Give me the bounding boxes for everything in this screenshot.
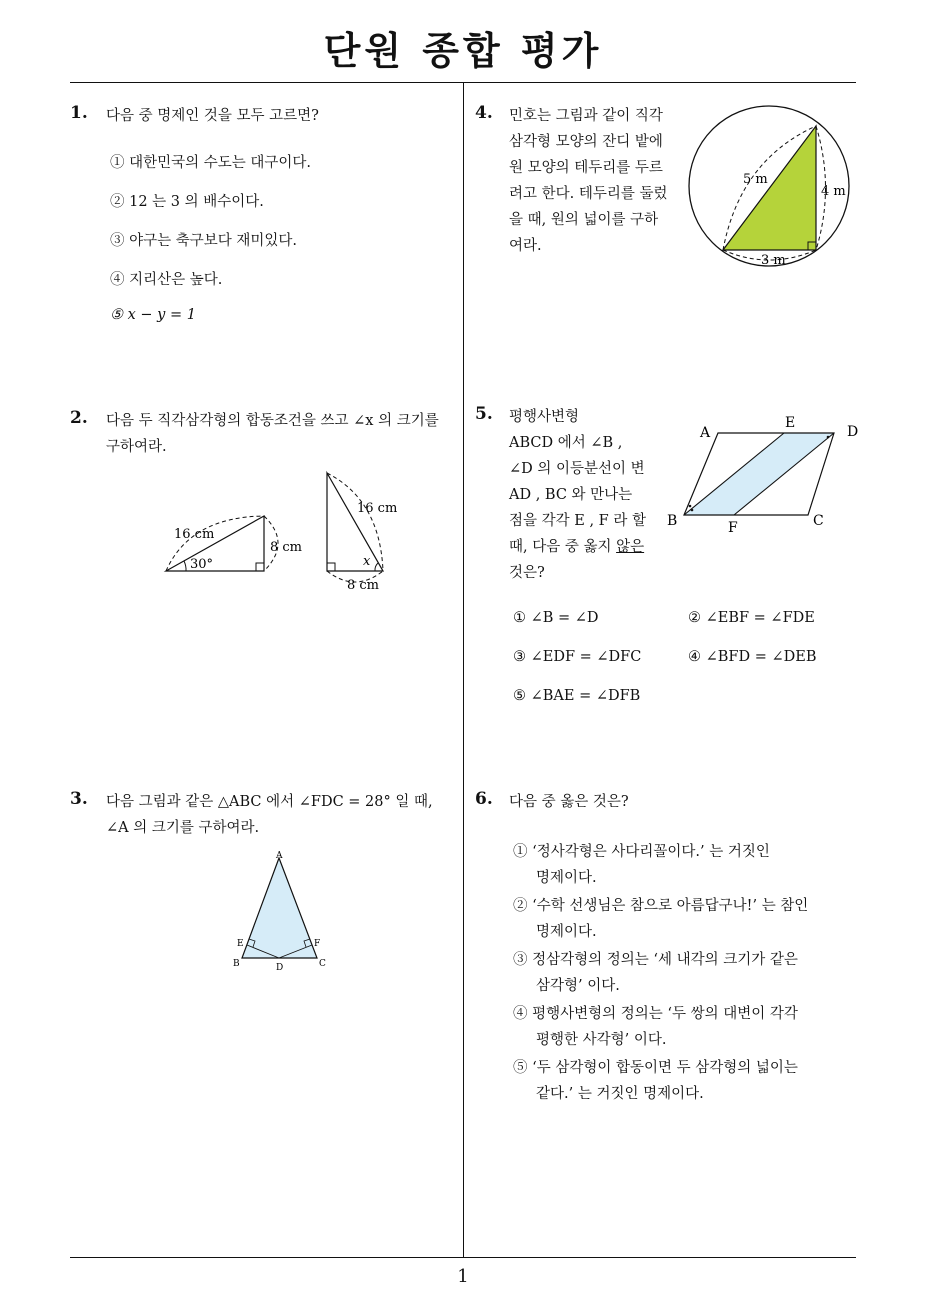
option-line: ③ 정삼각형의 정의는 ‘세 내각의 크기가 같은 xyxy=(513,952,798,968)
question-text: 다음 중 옳은 것은? xyxy=(509,794,629,810)
question-number: 5. xyxy=(475,404,493,424)
question-text-line-1: 다음 그림과 같은 △ABC 에서 ∠FDC = 28° 일 때, xyxy=(106,794,433,810)
isosceles-triangle-figure xyxy=(225,848,335,973)
angle-arc xyxy=(375,563,378,571)
label-f: F xyxy=(728,520,738,536)
label-a: A xyxy=(276,851,283,861)
option-4 xyxy=(513,1001,798,1053)
question-text xyxy=(509,404,678,586)
bottom-rule xyxy=(70,1257,856,1258)
label-d: D xyxy=(847,424,859,440)
text-line: 여라. xyxy=(509,238,542,254)
question-number: 6. xyxy=(475,789,493,809)
text-line xyxy=(509,534,675,560)
label-c: C xyxy=(319,959,326,969)
angle-mark-d xyxy=(827,436,830,439)
parallelogram-figure xyxy=(660,412,870,537)
question-1 xyxy=(70,103,455,323)
option-2: ② ∠EBF = ∠FDE xyxy=(688,610,815,626)
label-b: B xyxy=(233,959,240,969)
option-3: ③ ∠EDF = ∠DFC xyxy=(513,649,642,665)
fig1-angle-label: 30° xyxy=(190,557,214,572)
text-line: 원 모양의 테두리를 두르 xyxy=(509,160,663,176)
text-line: 점을 각각 E , F 라 할 xyxy=(509,513,646,529)
text-line: ∠D 의 이등분선이 변 xyxy=(509,461,645,477)
option-3 xyxy=(513,947,798,999)
question-text xyxy=(509,103,675,259)
option-4: ④ 지리산은 높다. xyxy=(110,272,223,288)
label-a: A xyxy=(700,425,711,441)
option-line: ② ‘수학 선생님은 참으로 아름답구나!’ 는 참인 xyxy=(513,898,809,914)
option-line: 삼각형’ 이다. xyxy=(536,978,620,994)
text-line: 을 때, 원의 넓이를 구하 xyxy=(509,212,659,228)
fig2-angle-label: x xyxy=(363,554,371,569)
option-line: 명제이다. xyxy=(536,870,597,886)
option-5 xyxy=(513,1055,798,1107)
question-number: 1. xyxy=(70,103,88,123)
label-e: E xyxy=(237,939,244,949)
option-line: ⑤ ‘두 삼각형이 합동이면 두 삼각형의 넓이는 xyxy=(513,1060,798,1076)
question-text: 다음 중 명제인 것을 모두 고르면? xyxy=(106,108,319,124)
option-3: ③ 야구는 축구보다 재미있다. xyxy=(110,233,298,249)
label-c: C xyxy=(813,513,824,529)
base-label: 3 m xyxy=(761,253,786,268)
option-2: ② 12 는 3 의 배수이다. xyxy=(110,194,264,210)
option-line: ④ 평행사변형의 정의는 ‘두 쌍의 대변이 각각 xyxy=(513,1006,798,1022)
question-number: 3. xyxy=(70,789,88,809)
option-5: ⑤ ∠BAE = ∠DFB xyxy=(513,688,641,704)
fig1-side-label: 8 cm xyxy=(270,540,303,555)
question-4 xyxy=(475,103,675,259)
underlined-word: 않은 xyxy=(616,539,645,555)
height-label: 4 m xyxy=(821,184,846,199)
page-title: 단원 종합 평가 xyxy=(323,29,603,73)
page-number: 1 xyxy=(457,1266,469,1287)
option-line: 평행한 사각형’ 이다. xyxy=(536,1032,667,1048)
triangle-2 xyxy=(327,473,383,571)
right-angle-mark xyxy=(256,563,264,571)
question-2 xyxy=(70,408,455,460)
label-b: B xyxy=(667,513,678,529)
congruent-triangles-figure xyxy=(150,465,420,600)
option-1: ① 대한민국의 수도는 대구이다. xyxy=(110,155,312,171)
text-line: 것은? xyxy=(509,565,545,581)
option-5: ⑤ x − y = 1 xyxy=(110,307,196,323)
question-6 xyxy=(475,789,855,1102)
text-span: 때, 다음 중 옳지 xyxy=(509,539,617,555)
fig2-hyp-label: 16 cm xyxy=(357,501,398,516)
question-3 xyxy=(70,789,455,841)
option-1: ① ∠B = ∠D xyxy=(513,610,599,626)
question-text: 다음 두 직각삼각형의 합동조건을 쓰고 ∠x 의 크기를 구하여라. xyxy=(106,413,439,455)
option-1 xyxy=(513,839,770,891)
question-5 xyxy=(475,404,817,704)
text-line: 려고 한다. 테두리를 둘렀 xyxy=(509,186,668,202)
column-divider xyxy=(463,83,464,1258)
triangle-1 xyxy=(166,516,264,571)
option-4: ④ ∠BFD = ∠DEB xyxy=(688,649,817,665)
circumscribed-circle-figure xyxy=(685,98,860,273)
angle-arc xyxy=(184,561,186,571)
option-line: 명제이다. xyxy=(536,924,597,940)
text-line: ABCD 에서 ∠B , xyxy=(509,435,623,451)
question-number: 4. xyxy=(475,103,493,123)
text-line: 삼각형 모양의 잔디 밭에 xyxy=(509,134,663,150)
label-d: D xyxy=(276,963,284,973)
fig2-base-label: 8 cm xyxy=(347,578,380,593)
fig1-hyp-label: 16 cm xyxy=(174,527,215,542)
label-f: F xyxy=(314,939,321,949)
hyp-label: 5 m xyxy=(743,172,768,187)
option-line: 같다.’ 는 거짓인 명제이다. xyxy=(536,1086,704,1102)
grass-triangle xyxy=(723,126,816,250)
question-number: 2. xyxy=(70,408,88,428)
text-line: 민호는 그림과 같이 직각 xyxy=(509,108,663,124)
triangle-abc xyxy=(242,858,317,958)
angle-mark-b xyxy=(689,505,692,508)
text-line: 평행사변형 xyxy=(509,409,580,425)
right-angle-mark xyxy=(327,563,335,571)
angle-mark-b xyxy=(691,509,694,512)
option-line: ① ‘정사각형은 사다리꼴이다.’ 는 거짓인 xyxy=(513,844,770,860)
text-line: AD , BC 와 만나는 xyxy=(509,487,633,503)
question-text-line-2: ∠A 의 크기를 구하여라. xyxy=(106,820,260,836)
label-e: E xyxy=(785,415,796,431)
option-2 xyxy=(513,893,808,945)
